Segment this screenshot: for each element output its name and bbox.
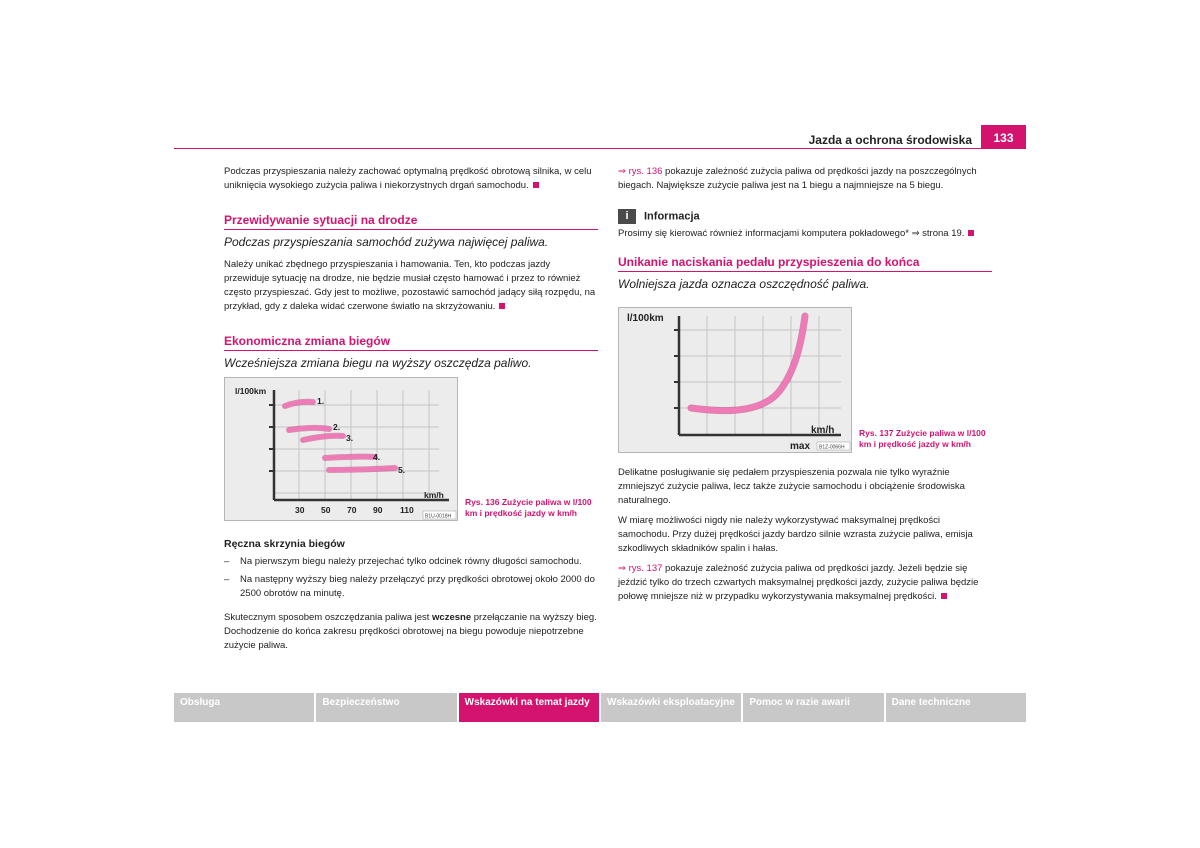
left-column [224,165,598,379]
section-lead-gear-change: Wcześniejsza zmiana biegu na wyższy oszczędza paliwo. [224,356,532,370]
x-axis-label: km/h [811,425,835,436]
gear-consumption-chart [225,378,457,520]
right-column-lower [618,466,992,610]
y-axis-label: l/100km [627,313,664,324]
speed-consumption-chart [619,308,851,452]
info-title: Informacja [644,210,700,223]
figure-137-caption: Rys. 137 Zużycie paliwa w l/100 km i prędkość jazdy w km/h [859,428,986,449]
chapter-navigation [174,693,1026,722]
gear-curve [329,468,395,470]
x-tick-label: 110 [400,505,414,515]
accelerator-paragraph-2: W miarę możliwości nigdy nie należy wykorzystywać maksymalnej prędkości samochodu. Przy dużej prędkości jazdy bardzo silnie wzrasta zużycie paliwa, emisja szkodliwych składników spalin i hałas. [618,515,973,554]
info-icon: i [618,209,636,224]
page-number: 133 [981,125,1026,149]
nav-tab-wskazowki-eksploatacyjne[interactable]: Wskazówki eksploatacyjne [601,693,741,722]
figure-136-caption: Rys. 136 Zużycie paliwa w l/100 km i prędkość jazdy w km/h [465,497,592,518]
figure-reference-paragraph: ⇒ rys. 136 pokazuje zależność zużycia paliwa od prędkości jazdy na poszczególnych biegach. Największe zużycie paliwa jest na 1 biegu a najmniejsze na 5 biegu. [618,166,977,191]
end-mark [533,182,539,188]
info-box [618,209,992,241]
gear-label: 2. [333,422,341,432]
nav-tab-obsluga[interactable]: Obsługa [174,693,314,722]
chapter-title: Jazda a ochrona środowiska [808,133,972,147]
right-column [618,165,992,300]
x-tick-label: 70 [347,505,357,515]
section-heading-accelerator: Unikanie naciskania pedału przyspieszenia do końca [618,255,992,272]
figure-code: B1U-0018H [425,513,452,520]
x-max-label: max [790,441,811,452]
gear-label: 4. [373,452,381,462]
list-item: – Na pierwszym biegu należy przejechać tylko odcinek równy długości samochodu. [224,555,598,569]
gear-curve [289,428,329,430]
section-lead-accelerator: Wolniejsza jazda oznacza oszczędność paliwa. [618,277,870,291]
intro-paragraph: Podczas przyspieszania należy zachować optymalną prędkość obrotową silnika, w celu uniknięcia wysokiego zużycia paliwa i niekorzystnych drgań samochodu. [224,166,592,191]
x-tick-label: 30 [295,505,305,515]
gear-curve [325,457,375,458]
cross-reference-link[interactable]: ⇒ rys. 136 [618,166,663,177]
nav-tab-bezpieczenstwo[interactable]: Bezpieczeństwo [316,693,456,722]
list-item: – Na następny wyższy bieg należy przełączyć przy prędkości obrotowej około 2000 do 2500 obrotów na minutę. [224,573,598,601]
gear-label: 5. [398,465,406,475]
figure-137 [618,307,852,453]
x-tick-label: 90 [373,505,383,515]
nav-tab-pomoc[interactable]: Pomoc w razie awarii [743,693,883,722]
closing-paragraph: Skutecznym sposobem oszczędzania paliwa jest wczesne przełączanie na wyższy bieg. Dochodzenie do końca zakresu prędkości obrotowej na biegu powoduje niepotrzebne zużycie paliwa. [224,612,597,651]
section-lead-anticipation: Podczas przyspieszania samochód zużywa najwięcej paliwa. [224,235,549,249]
end-mark [968,230,974,236]
accelerator-paragraph-3: ⇒ rys. 137 pokazuje zależność zużycia paliwa od prędkości jazdy. Jeżeli będzie się jeździć tylko do trzech czwartych maksymalnej prędkości jazdy, zużycie paliwa będzie połowę mniejsze niż w przypadku wykorzystywania maksymalnej prędkości. [618,563,979,602]
manual-gearbox-heading: Ręczna skrzynia biegów [224,538,345,550]
y-axis-label: l/100km [235,386,267,396]
manual-gearbox-list [224,555,598,601]
figure-code: B1Z-0066H [819,444,845,451]
section-heading-anticipation: Przewidywanie sytuacji na drodze [224,213,598,230]
figure-136 [224,377,458,521]
gear-label: 3. [346,433,354,443]
left-column-lower [224,537,598,659]
end-mark [499,303,505,309]
anticipation-paragraph: Należy unikać zbędnego przyspieszania i hamowania. Ten, kto podczas jazdy przewiduje sytuację na drodze, nie będzie musiał często hamować i przez to również często przyspieszać. Gdy jest to możliwe, pozostawić samochód jadący siłą rozpędu, na przykład, gdy z daleka widać czerwone światło na skrzyżowaniu. [224,259,596,312]
header-rule [174,148,1026,149]
section-heading-gear-change: Ekonomiczna zmiana biegów [224,334,598,351]
nav-tab-wskazowki-jazdy[interactable]: Wskazówki na temat jazdy [459,693,599,722]
info-text: Prosimy się kierować również informacjami komputera pokładowego* ⇒ strona 19. [618,227,992,241]
gear-label: 1. [317,396,325,406]
end-mark [941,593,947,599]
nav-tab-dane-techniczne[interactable]: Dane techniczne [886,693,1026,722]
accelerator-paragraph-1: Delikatne posługiwanie się pedałem przyspieszenia pozwala nie tylko wyraźnie zmniejszyć zużycie paliwa, lecz także zużycie samochodu i obciążenie środowiska naturalnego. [618,467,965,506]
cross-reference-link[interactable]: ⇒ rys. 137 [618,563,663,574]
x-axis-label: km/h [424,490,444,500]
x-tick-label: 50 [321,505,331,515]
